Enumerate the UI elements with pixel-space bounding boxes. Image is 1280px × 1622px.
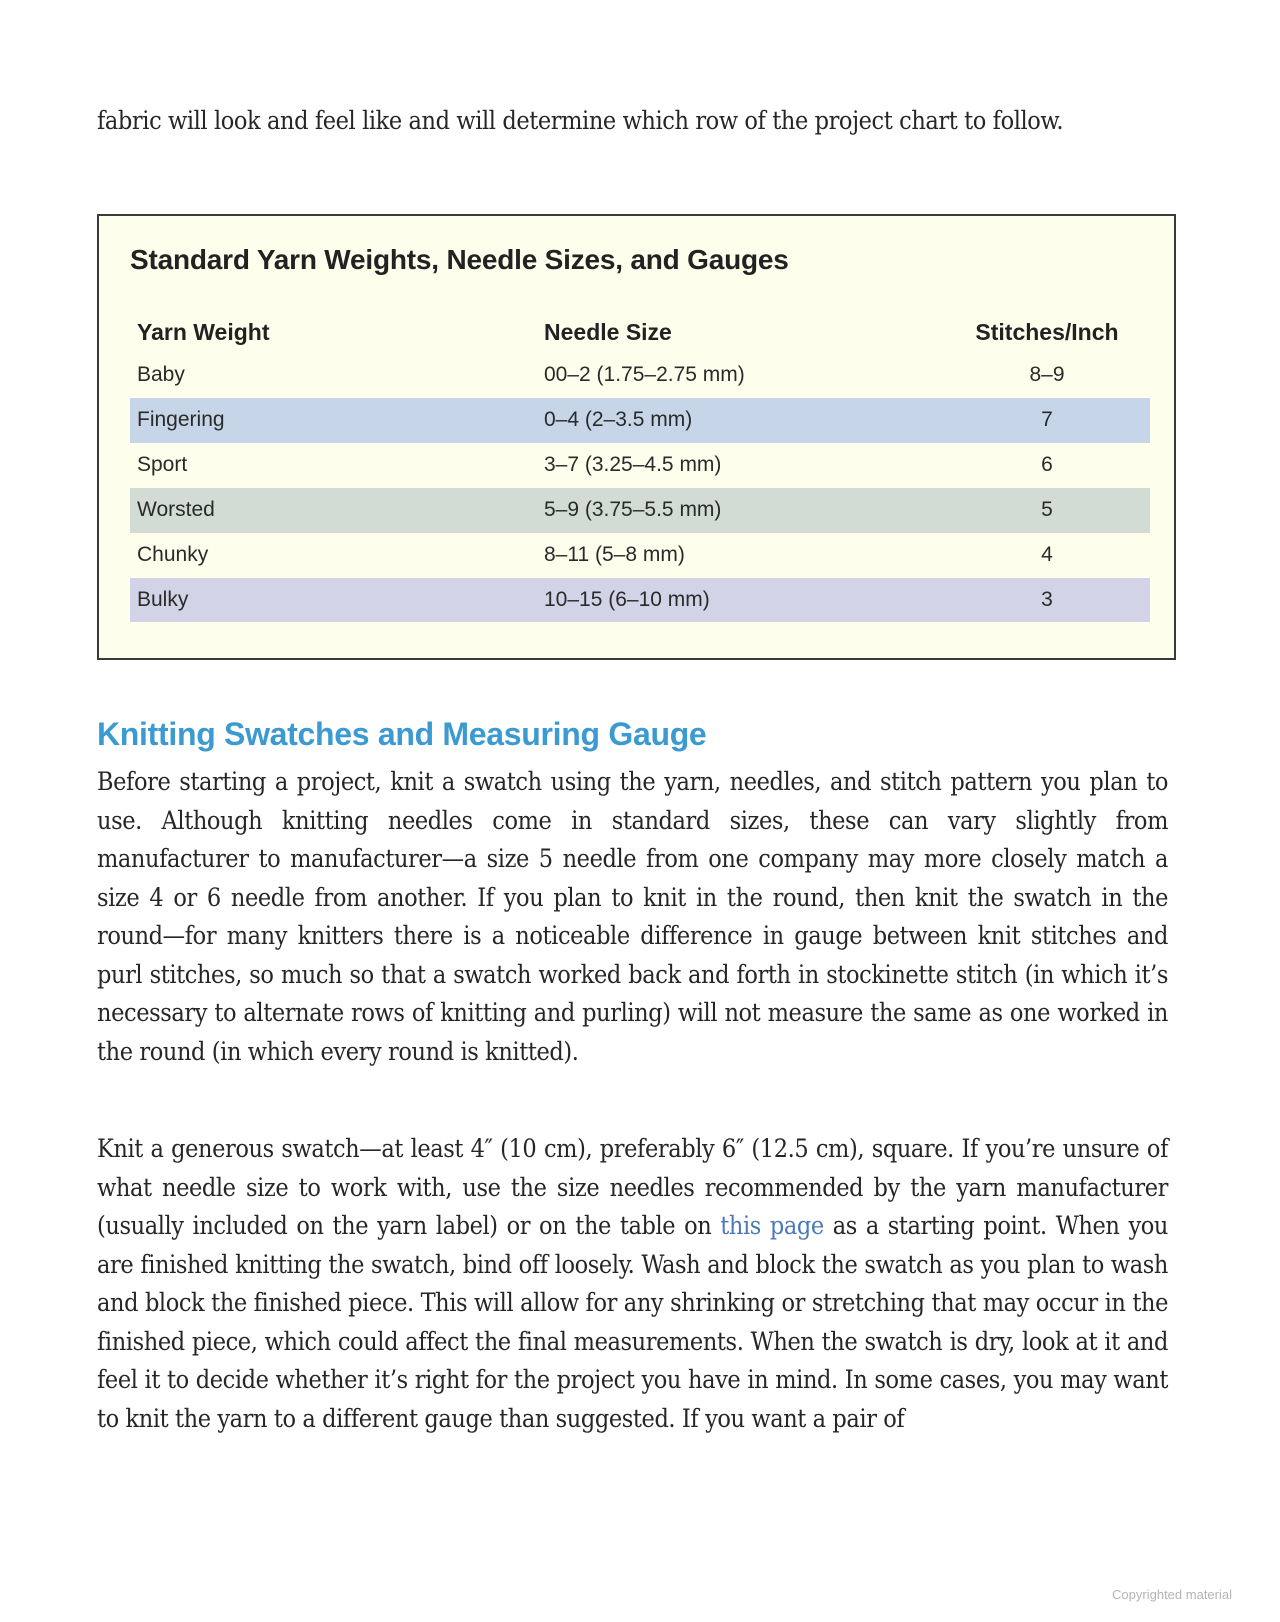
cell-yarn-weight: Sport	[137, 453, 188, 476]
cell-needle-size: 8–11 (5–8 mm)	[544, 543, 685, 566]
this-page-link[interactable]: this page	[720, 1211, 824, 1240]
table-header-row	[130, 312, 1150, 353]
cell-stitches-per-inch: 4	[1041, 543, 1053, 566]
copyright-notice: Copyrighted material	[1112, 1587, 1232, 1602]
table-row	[130, 443, 1150, 488]
yarn-table-title: Standard Yarn Weights, Needle Sizes, and Gauges	[130, 244, 789, 275]
cell-stitches-per-inch: 3	[1041, 588, 1053, 611]
section-heading: Knitting Swatches and Measuring Gauge	[97, 716, 707, 752]
cell-stitches-per-inch: 7	[1041, 408, 1053, 431]
cell-stitches-per-inch: 8–9	[1029, 363, 1065, 386]
cell-needle-size: 5–9 (3.75–5.5 mm)	[544, 498, 722, 521]
table-row	[130, 398, 1150, 443]
cell-stitches-per-inch: 5	[1041, 498, 1053, 521]
cell-needle-size: 3–7 (3.25–4.5 mm)	[544, 453, 722, 476]
table-row	[130, 578, 1150, 623]
cell-needle-size: 0–4 (2–3.5 mm)	[544, 408, 693, 431]
cell-yarn-weight: Baby	[137, 363, 185, 386]
cell-yarn-weight: Worsted	[137, 498, 215, 521]
paragraph-2-text-b: as a starting point. When you are finished knitting the swatch, bind off loosely. Wash and block the swatch as you plan to wash and block the finished piece. This will allow for any shrinking or stretching that may occur in the finished piece, which could affect the final measurements. When the swatch is dry, look at it and feel it to decide whether it’s right for the project you have in mind. In some cases, you may want to knit the yarn to a different gauge than suggested. If you want a pair of	[97, 1211, 1168, 1433]
header-yarn-weight: Yarn Weight	[137, 318, 270, 345]
header-stitches-per-inch: Stitches/Inch	[975, 318, 1119, 345]
intro-paragraph: fabric will look and feel like and will determine which row of the project chart to follow.	[97, 106, 1064, 135]
yarn-weights-sidebar-box	[97, 214, 1176, 660]
table-row	[130, 353, 1150, 398]
paragraph-2-text-a: Knit a generous swatch—at least 4″ (10 cm), preferably 6″ (12.5 cm), square. If you’re unsure of what needle size to work with, use the size needles recommended by the yarn manufacturer (usually included on the yarn label) or on the table on	[97, 1134, 1168, 1240]
body-paragraph-1: Before starting a project, knit a swatch using the yarn, needles, and stitch pattern you plan to use. Although knitting needles come in standard sizes, these can vary slightly from manufacturer to manufacturer—a size 5 needle from one company may more closely match a size 4 or 6 needle from another. If you plan to knit in the round, then knit the swatch in the round—for many knitters there is a noticeable difference in gauge between knit stitches and purl stitches, so much so that a swatch worked back and forth in stockinette stitch (in which it’s necessary to alternate rows of knitting and purling) will not measure the same as one worked in the round (in which every round is knitted).	[97, 767, 1168, 1066]
yarn-weights-table	[130, 312, 1150, 622]
header-needle-size: Needle Size	[544, 318, 672, 345]
table-row	[130, 488, 1150, 533]
cell-stitches-per-inch: 6	[1041, 453, 1053, 476]
cell-needle-size: 10–15 (6–10 mm)	[544, 588, 710, 611]
cell-yarn-weight: Fingering	[137, 408, 225, 431]
table-row	[130, 533, 1150, 578]
cell-yarn-weight: Bulky	[137, 588, 189, 611]
cell-needle-size: 00–2 (1.75–2.75 mm)	[544, 363, 745, 386]
cell-yarn-weight: Chunky	[137, 543, 209, 566]
body-paragraph-2	[97, 1130, 1168, 1438]
